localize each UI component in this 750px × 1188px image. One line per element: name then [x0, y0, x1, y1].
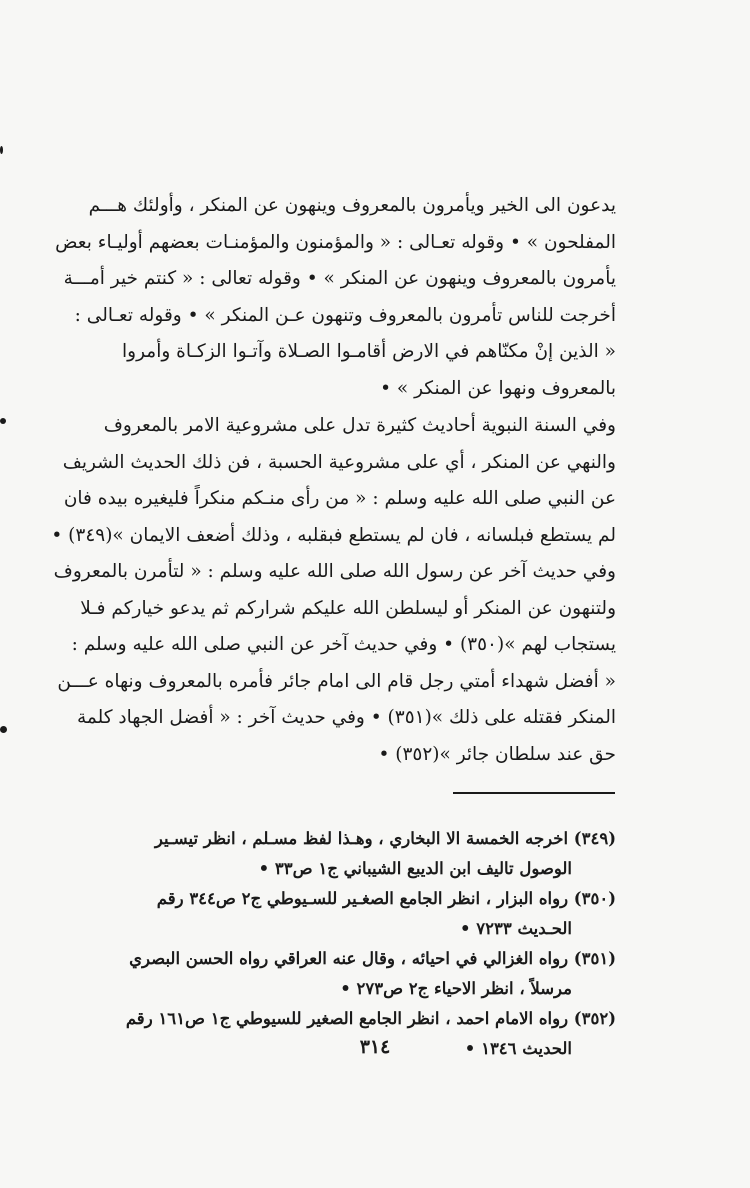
footnote-line: (٣٥١) رواه الغزالي في احيائه ، وقال عنه العراقي رواه الحسن البصري [129, 949, 616, 968]
footnote-line: (٣٥٠) رواه البزار ، انظر الجامع الصغـير للسـيوطي ج٢ ص٣٤٤ رقم [156, 889, 616, 908]
text-line: المفلحون » • وقوله تعـالى : « والمؤمنون والمؤمنـات بعضهم أوليـاء بعض [55, 231, 616, 253]
footnote-351 [104, 944, 616, 1004]
body-paragraph-1 [55, 188, 616, 407]
text-line: أخرجت للناس تأمرون بالمعروف وتنهون عـن المنكر » • وقوله تعـالى : [74, 304, 616, 326]
margin-mark [0, 726, 7, 733]
footnote-separator [453, 792, 615, 794]
text-line: يستجاب لهم »(٣٥٠) • وفي حديث آخر عن النبي صلى الله عليه وسلم : [71, 634, 616, 655]
page-number: ٣١٤ [359, 1036, 391, 1058]
text-line: المنكر فقتله على ذلك »(٣٥١) • وفي حديث آخر : « أفضل الجهاد كلمة [77, 707, 616, 728]
footnote-line: الحـديث ٧٢٣٣ • [459, 919, 572, 938]
footnote-line: الوصول تاليف ابن الديبع الشيباني ج١ ص٣٣ • [258, 859, 572, 878]
text-line: « الذين إنْ مكنّاهم في الارض أقامـوا الصـلاة وآتـوا الزكـاة وأمروا [122, 341, 616, 362]
body-paragraph-2 [51, 408, 616, 773]
footnote-line: (٣٥٢) رواه الامام احمد ، انظر الجامع الصغير للسيوطي ج١ ص١٦١ رقم [125, 1009, 616, 1028]
margin-mark [0, 418, 6, 424]
text-line: وفي السنة النبوية أحاديث كثيرة تدل على مشروعية الامر بالمعروف [103, 415, 616, 436]
text-line: ولتنهون عن المنكر أو ليسلطن الله عليكم شراركم ثم يدعو خياركم فـلا [80, 597, 616, 619]
footnote-349 [104, 824, 616, 884]
text-line: حق عند سلطان جائر »(٣٥٢) • [378, 743, 616, 765]
text-line: وفي حديث آخر عن رسول الله صلى الله عليه وسلم : « لتأمرن بالمعروف [53, 561, 616, 582]
text-line: يدعون الى الخير ويأمرون بالمعروف وينهون عن المنكر ، وأولئك هـــم [88, 195, 616, 216]
footnote-line: الحديث ١٣٤٦ • [464, 1039, 572, 1058]
footnote-line: (٣٤٩) اخرجه الخمسة الا البخاري ، وهـذا لفظ مسـلم ، انظر تيسـير [154, 829, 616, 848]
text-line: « أفضل شهداء أمتي رجل قام الى امام جائر فأمره بالمعروف ونهاه عـــن [57, 670, 616, 692]
margin-mark [0, 146, 3, 154]
text-line: والنهي عن المنكر ، أي على مشروعية الحسبة ، فن ذلك الحديث الشريف [62, 451, 616, 473]
text-line: لم يستطع فبلسانه ، فان لم يستطع فبقلبه ، وذلك أضعف الايمان »(٣٤٩) • [51, 524, 616, 546]
footnote-350 [104, 884, 616, 944]
text-line: بالمعروف ونهوا عن المنكر » • [380, 377, 616, 399]
text-line: عن النبي صلى الله عليه وسلم : « من رأى منـكم منكراً فليغيره بيده فان [63, 488, 616, 509]
text-line: يأمرون بالمعروف وينهون عن المنكر » • وقوله تعالى : « كنتم خير أمـــة [63, 268, 616, 289]
footnotes [104, 824, 616, 1064]
footnote-line: مرسلاً ، انظر الاحياء ج٢ ص٢٧٣ • [340, 979, 572, 998]
